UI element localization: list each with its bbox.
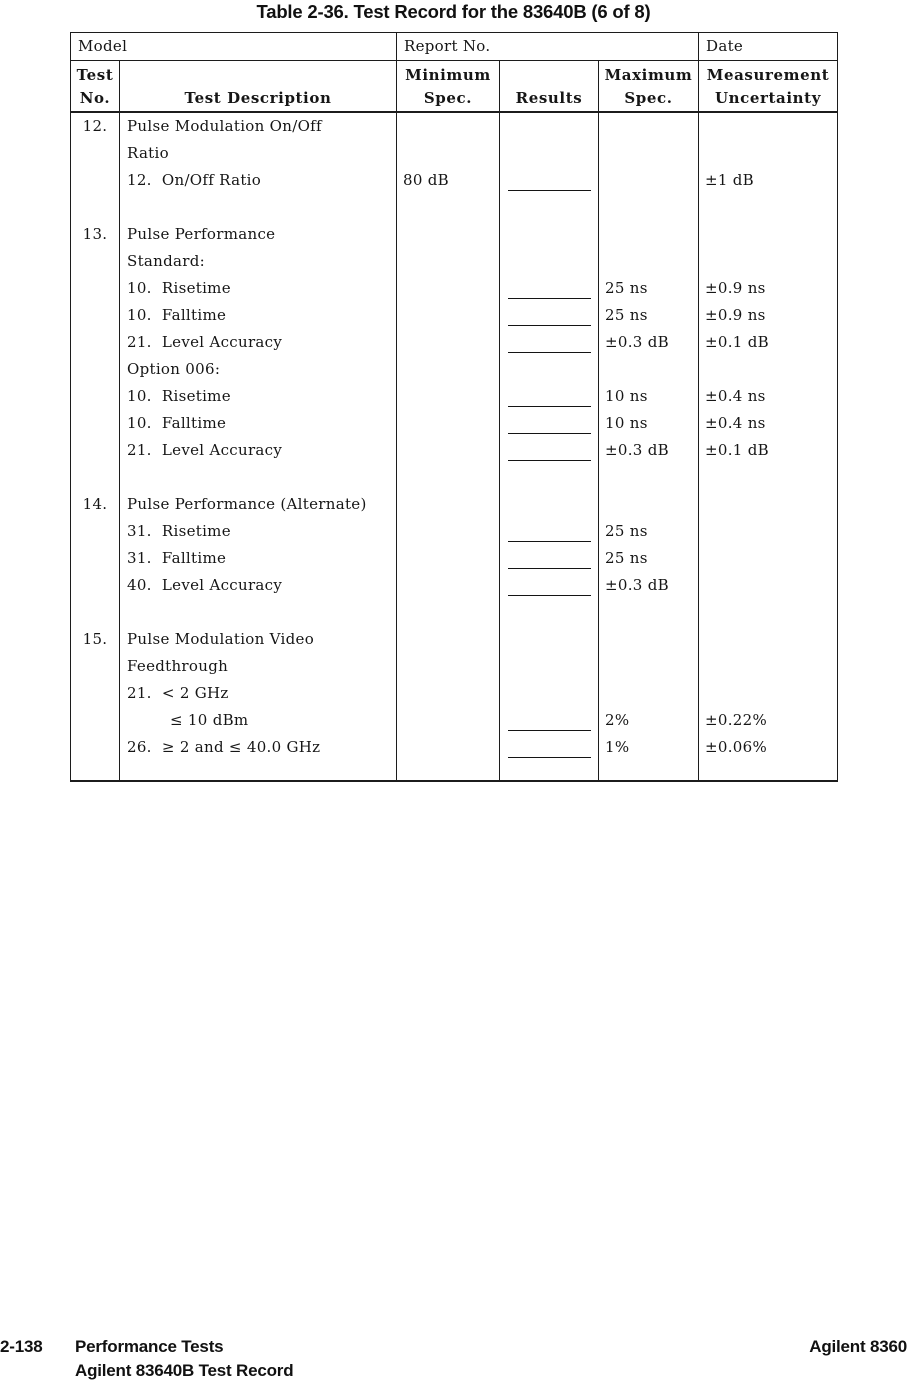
uncertainty-cell: ±0.1 dB [705,333,769,351]
table-header-row [71,61,837,113]
report-no-label: Report No. [396,33,698,60]
max-spec-cell: ±0.3 dB [605,576,669,594]
min-spec-cell [396,248,499,275]
min-spec-cell [396,383,499,410]
results-cell [499,302,598,329]
min-spec-cell [396,140,499,167]
description-cell: 12. On/Off Ratio [127,171,262,189]
table-row [71,437,837,464]
min-spec-cell [396,626,499,653]
table-row [71,680,837,707]
description-cell: Standard: [127,252,205,270]
test-no-cell [71,680,119,707]
test-no-cell [71,437,119,464]
results-cell [499,275,598,302]
spacer-row [71,194,837,221]
max-spec-cell: 2% [605,711,630,729]
results-cell [499,491,598,518]
table-row [71,545,837,572]
min-spec-cell [396,518,499,545]
results-cell [499,653,598,680]
max-spec-cell: 10 ns [605,414,648,432]
table-row [71,707,837,734]
table-row [71,653,837,680]
results-blank-line [508,298,591,299]
description-cell: 10. Falltime [127,414,227,432]
description-cell: Ratio [127,144,169,162]
description-cell: 21. < 2 GHz [127,684,229,702]
max-spec-cell [598,140,698,167]
results-cell [499,140,598,167]
results-cell [499,626,598,653]
results-cell [499,707,598,734]
results-cell [499,437,598,464]
table-row [71,248,837,275]
results-blank-line [508,406,591,407]
footer-page-number: 2-138 [0,1337,43,1356]
results-cell [499,329,598,356]
description-cell: Pulse Performance [127,225,276,243]
min-spec-cell [396,734,499,761]
table-row [71,518,837,545]
min-spec-cell [396,680,499,707]
max-spec-cell [598,221,698,248]
table-row [71,302,837,329]
table-row [71,140,837,167]
description-cell: 31. Risetime [127,522,231,540]
table-info-row [71,33,837,61]
description-cell: 10. Risetime [127,279,231,297]
uncertainty-cell [698,545,837,572]
table-row [71,167,837,194]
min-spec-cell [396,437,499,464]
uncertainty-cell [698,356,837,383]
uncertainty-cell [698,140,837,167]
description-cell: Feedthrough [127,657,229,675]
table-row [71,491,837,518]
spacer-row [71,464,837,491]
col-header-uncertainty: Measurement Uncertainty [698,61,837,111]
col-header-minimum-spec: Minimum Spec. [396,61,499,111]
description-cell: 31. Falltime [127,549,227,567]
uncertainty-cell [698,113,837,140]
test-no-cell [71,248,119,275]
description-cell: 21. Level Accuracy [127,333,283,351]
description-cell: Option 006: [127,360,221,378]
uncertainty-cell: ±0.22% [705,711,768,729]
results-blank-line [508,352,591,353]
uncertainty-cell: ±0.9 ns [705,306,766,324]
results-cell [499,113,598,140]
test-no-cell [71,383,119,410]
footer-document-title: Agilent 8360 [809,1337,907,1356]
results-blank-line [508,325,591,326]
test-no-cell [71,329,119,356]
results-blank-line [508,460,591,461]
max-spec-cell: 25 ns [605,522,648,540]
table-row [71,572,837,599]
test-no-cell [71,356,119,383]
date-label: Date [698,33,837,60]
column-divider [698,113,699,781]
table-row [71,626,837,653]
max-spec-cell [598,356,698,383]
results-blank-line [508,595,591,596]
min-spec-cell [396,356,499,383]
footer-subsection: Agilent 83640B Test Record [75,1361,294,1380]
test-no-cell [71,167,119,194]
page-title: Table 2-36. Test Record for the 83640B (6 of 8) [256,1,651,22]
max-spec-cell [598,626,698,653]
uncertainty-cell: ±0.4 ns [705,414,766,432]
results-cell [499,572,598,599]
test-no-cell [71,653,119,680]
results-cell [499,734,598,761]
column-divider [119,113,120,781]
results-cell [499,545,598,572]
test-no-cell: 15. [82,630,108,648]
uncertainty-cell: ±0.1 dB [705,441,769,459]
uncertainty-cell [698,626,837,653]
description-cell: 40. Level Accuracy [127,576,283,594]
max-spec-cell: 25 ns [605,279,648,297]
results-cell [499,383,598,410]
min-spec-cell [396,329,499,356]
test-no-cell [71,275,119,302]
description-cell: Pulse Performance (Alternate) [127,495,367,513]
table-row [71,410,837,437]
results-blank-line [508,730,591,731]
column-divider [598,113,599,781]
test-record-table [70,32,838,782]
test-no-cell [71,410,119,437]
min-spec-cell [396,545,499,572]
test-no-cell [71,707,119,734]
description-cell: 26. ≥ 2 and ≤ 40.0 GHz [127,738,321,756]
table-row [71,383,837,410]
min-spec-cell: 80 dB [403,171,449,189]
results-cell [499,680,598,707]
test-no-cell: 14. [82,495,108,513]
min-spec-cell [396,275,499,302]
results-cell [499,167,598,194]
max-spec-cell [598,680,698,707]
table-row [71,734,837,761]
table-body [71,113,837,781]
test-no-cell [71,302,119,329]
results-blank-line [508,541,591,542]
col-header-description: Test Description [119,61,396,111]
results-blank-line [508,568,591,569]
results-blank-line [508,433,591,434]
max-spec-cell [598,113,698,140]
min-spec-cell [396,653,499,680]
max-spec-cell [598,248,698,275]
footer-section: Performance Tests [75,1337,224,1356]
results-cell [499,221,598,248]
test-no-cell [71,518,119,545]
uncertainty-cell: ±0.9 ns [705,279,766,297]
test-no-cell [71,734,119,761]
max-spec-cell [598,167,698,194]
results-cell [499,410,598,437]
uncertainty-cell [698,221,837,248]
uncertainty-cell: ±0.4 ns [705,387,766,405]
max-spec-cell [598,491,698,518]
max-spec-cell [598,653,698,680]
test-no-cell [71,140,119,167]
max-spec-cell: 1% [605,738,630,756]
min-spec-cell [396,221,499,248]
test-no-cell: 13. [82,225,108,243]
min-spec-cell [396,410,499,437]
min-spec-cell [396,572,499,599]
col-header-test-no: Test No. [76,66,114,107]
max-spec-cell: 25 ns [605,306,648,324]
description-cell: 21. Level Accuracy [127,441,283,459]
test-no-cell: 12. [82,117,108,135]
description-cell: Pulse Modulation On/Off [127,117,322,135]
results-cell [499,518,598,545]
table-row [71,329,837,356]
min-spec-cell [396,707,499,734]
column-divider [396,113,397,781]
uncertainty-cell [698,653,837,680]
test-no-cell [71,572,119,599]
table-row [71,113,837,140]
min-spec-cell [396,302,499,329]
uncertainty-cell [698,518,837,545]
results-cell [499,248,598,275]
col-header-results: Results [499,61,598,111]
max-spec-cell: ±0.3 dB [605,441,669,459]
table-row [71,356,837,383]
uncertainty-cell [698,248,837,275]
uncertainty-cell: ±1 dB [705,171,755,189]
description-cell: 10. Falltime [127,306,227,324]
results-blank-line [508,190,591,191]
max-spec-cell: ±0.3 dB [605,333,669,351]
table-row [71,275,837,302]
max-spec-cell: 25 ns [605,549,648,567]
min-spec-cell [396,113,499,140]
uncertainty-cell [698,491,837,518]
description-cell: Pulse Modulation Video [127,630,315,648]
spacer-row [71,599,837,626]
test-no-cell [71,545,119,572]
results-blank-line [508,757,591,758]
results-cell [499,356,598,383]
col-header-maximum-spec: Maximum Spec. [598,61,698,111]
table-row [71,221,837,248]
description-cell: ≤ 10 dBm [170,711,249,729]
uncertainty-cell: ±0.06% [705,738,768,756]
min-spec-cell [396,491,499,518]
uncertainty-cell [698,680,837,707]
uncertainty-cell [698,572,837,599]
model-label: Model [78,37,128,55]
max-spec-cell: 10 ns [605,387,648,405]
description-cell: 10. Risetime [127,387,231,405]
